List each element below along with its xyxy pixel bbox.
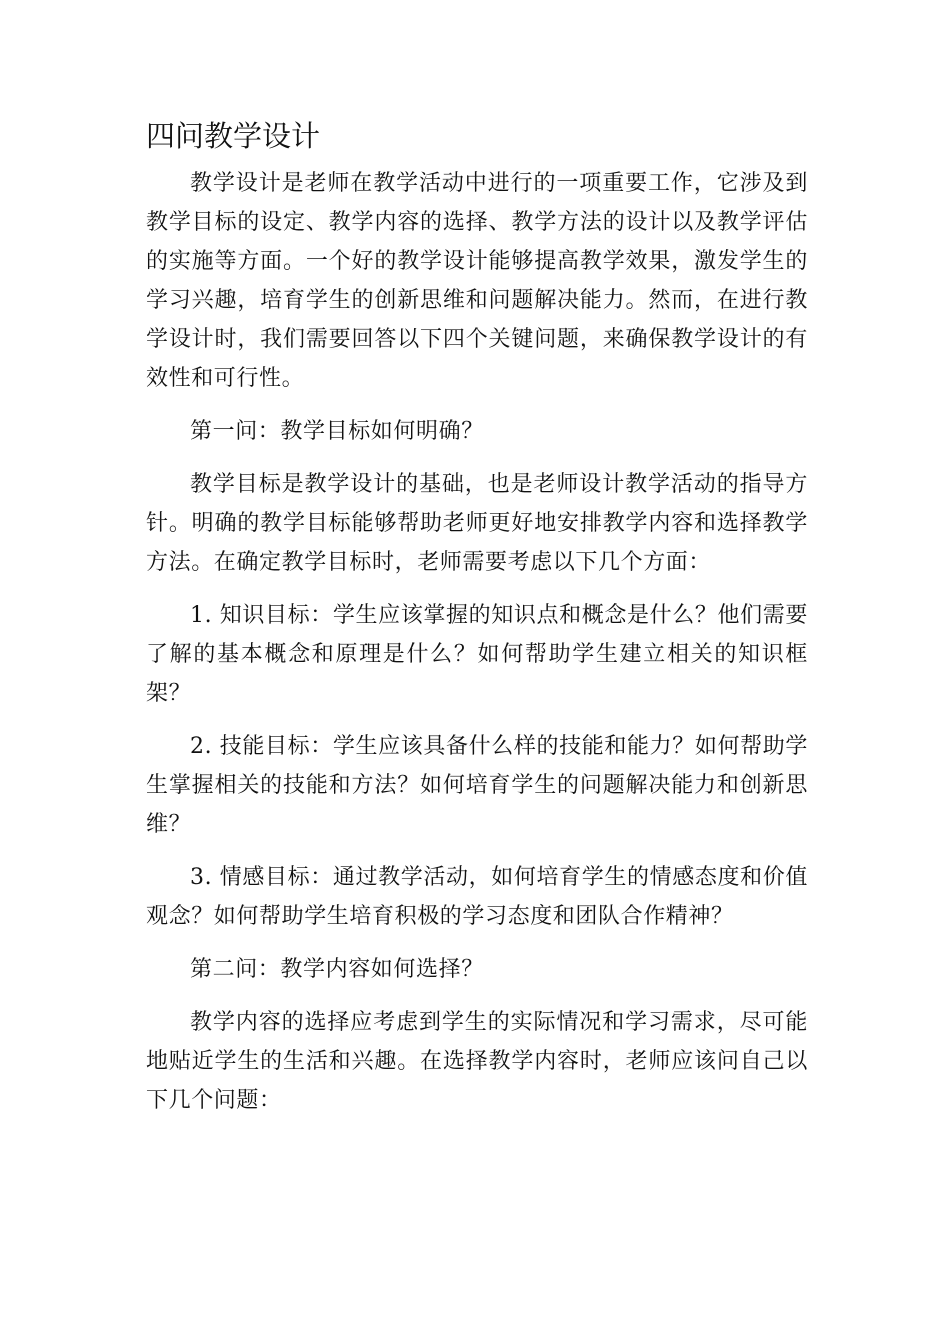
intro-paragraph: 教学设计是老师在教学活动中进行的一项重要工作，它涉及到教学目标的设定、教学内容的选择、教学方法的设计以及教学评估的实施等方面。一个好的教学设计能够提高教学效果，激发学生的学习兴趣，培育学生的创新思维和问题解决能力。然而，在进行教学设计时，我们需要回答以下四个关键问题，来确保教学设计的有效性和可行性。 — [146, 171, 808, 391]
document-body — [146, 112, 808, 1134]
skill-goal-item: 2. 技能目标：学生应该具备什么样的技能和能力？如何帮助学生掌握相关的技能和方法？如何培育学生的问题解决能力和创新思维？ — [146, 734, 808, 837]
knowledge-goal-item: 1. 知识目标：学生应该掌握的知识点和概念是什么？他们需要了解的基本概念和原理是什么？如何帮助学生建立相关的知识框架？ — [146, 603, 808, 706]
question-one-paragraph: 教学目标是教学设计的基础，也是老师设计教学活动的指导方针。明确的教学目标能够帮助老师更好地安排教学内容和选择教学方法。在确定教学目标时，老师需要考虑以下几个方面： — [146, 472, 808, 575]
document-title: 四问教学设计 — [146, 119, 321, 153]
question-two-paragraph: 教学内容的选择应考虑到学生的实际情况和学习需求，尽可能地贴近学生的生活和兴趣。在选择教学内容时，老师应该问自己以下几个问题： — [146, 1010, 808, 1113]
question-one-heading: 第一问：教学目标如何明确？ — [190, 419, 484, 444]
emotion-goal-item: 3. 情感目标：通过教学活动，如何培育学生的情感态度和价值观念？如何帮助学生培育积极的学习态度和团队合作精神？ — [146, 865, 808, 929]
question-two-heading: 第二问：教学内容如何选择？ — [190, 957, 484, 982]
